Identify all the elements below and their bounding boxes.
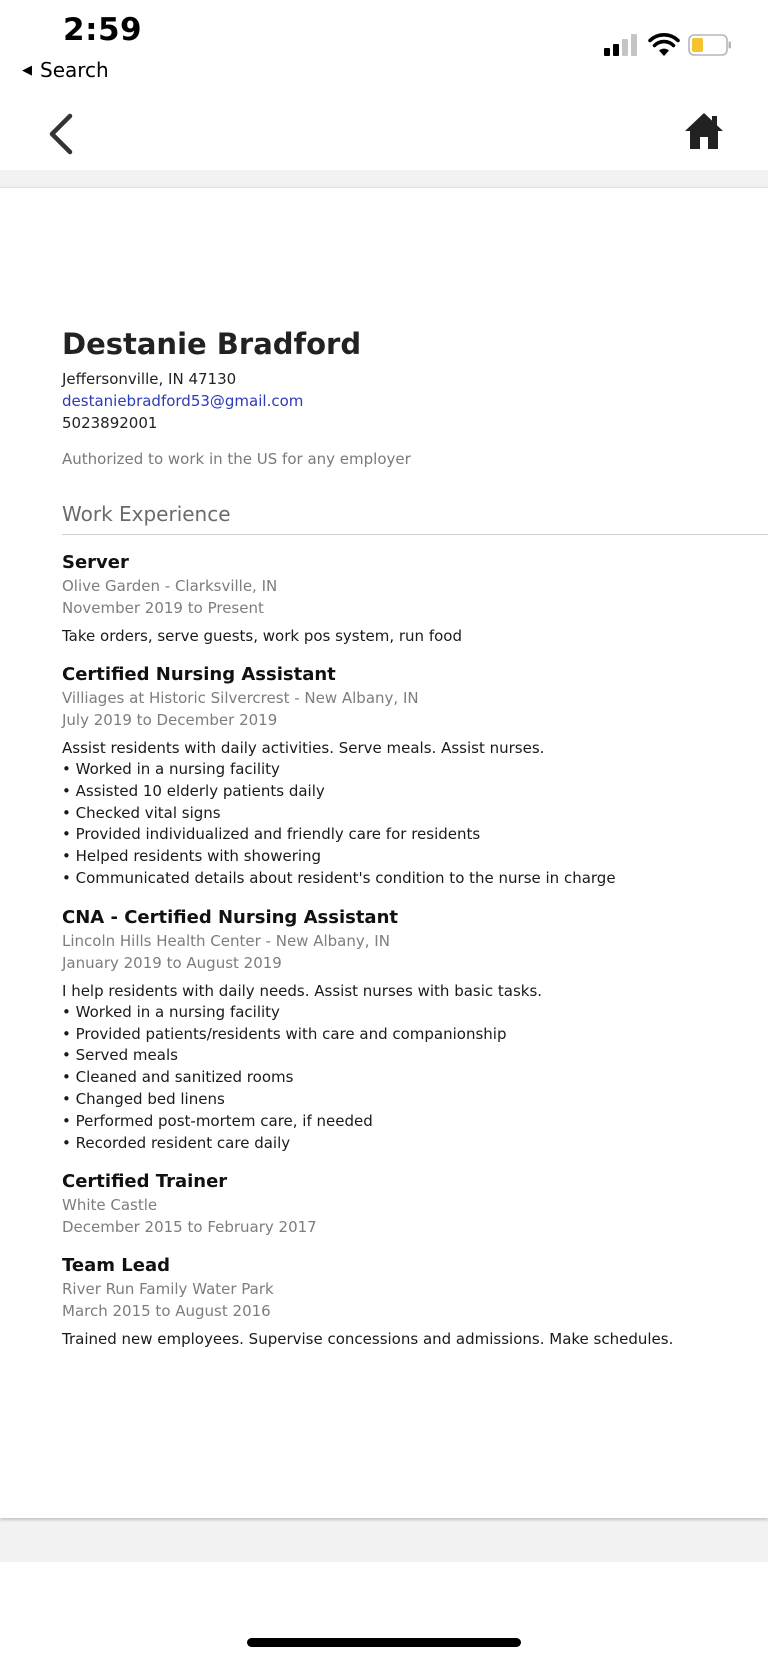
chevron-left-icon [52,116,70,152]
job-dates: November 2019 to Present [62,599,264,617]
job-entry [62,1170,762,1238]
job-description: Take orders, serve guests, work pos system, run food [62,627,462,645]
back-button[interactable] [44,110,80,158]
job-bullet: • Served meals [62,1046,178,1065]
job-company: Villiages at Historic Silvercrest - New Albany, IN [62,689,419,707]
job-bullet: • Assisted 10 elderly patients daily [62,781,325,800]
candidate-location: Jeffersonville, IN 47130 [62,370,237,388]
job-dates: December 2015 to February 2017 [62,1218,317,1237]
job-company: White Castle [62,1196,158,1215]
work-authorization: Authorized to work in the US for any employer [62,450,411,468]
job-bullet: • Checked vital signs [62,803,221,822]
job-title: Certified Trainer [62,1171,228,1193]
back-to-search-link[interactable] [22,58,109,82]
work-experience-heading: Work Experience [62,502,768,535]
battery-icon [688,34,732,56]
job-description: Assist residents with daily activities. Serve meals. Assist nurses. [62,739,545,757]
wifi-icon [648,32,680,58]
job-bullet: • Provided individualized and friendly care for residents [62,825,481,844]
job-bullet: • Helped residents with showering [62,847,322,866]
home-icon [685,113,723,149]
job-title: Server [62,552,129,573]
job-title: Team Lead [62,1255,170,1277]
job-entry [62,1254,762,1350]
job-company: Lincoln Hills Health Center - New Albany, IN [62,931,390,950]
job-bullet: • Worked in a nursing facility [62,1002,280,1021]
job-entry [62,551,762,647]
job-bullet: • Changed bed linens [62,1089,225,1108]
job-description: I help residents with daily needs. Assist nurses with basic tasks. [62,981,543,1000]
back-app-label: Search [40,58,109,82]
home-indicator[interactable] [247,1638,521,1647]
job-entry [62,663,762,890]
job-bullet: • Provided patients/residents with care and companionship [62,1024,507,1043]
status-time: 2:59 [63,12,143,48]
job-bullet: • Communicated details about resident's condition to the nurse in charge [62,868,616,887]
status-bar [0,0,768,90]
job-list [62,551,762,1350]
job-dates: January 2019 to August 2019 [62,953,282,972]
resume-page [0,188,768,1518]
job-bullet: • Recorded resident care daily [62,1133,291,1152]
candidate-name: Destanie Bradford [62,327,362,361]
home-button[interactable] [684,110,724,152]
job-bullet: • Cleaned and sanitized rooms [62,1068,294,1087]
job-company: River Run Family Water Park [62,1280,274,1299]
job-bullet: • Worked in a nursing facility [62,760,280,778]
job-dates: July 2019 to December 2019 [62,711,278,729]
job-description: Trained new employees. Supervise concessions and admissions. Make schedules. [62,1330,674,1349]
job-dates: March 2015 to August 2016 [62,1302,271,1321]
job-entry [62,906,762,1155]
nav-bar [0,100,768,170]
candidate-phone[interactable]: 5023892001 [62,414,158,432]
resume-content [62,324,762,1350]
job-company: Olive Garden - Clarksville, IN [62,577,278,595]
back-triangle-icon: ◀ [22,62,32,78]
job-bullet: • Performed post-mortem care, if needed [62,1111,373,1130]
candidate-email-link[interactable]: destaniebradford53@gmail.com [62,392,304,410]
job-title: CNA - Certified Nursing Assistant [62,906,398,928]
job-title: Certified Nursing Assistant [62,664,336,685]
cellular-signal-icon [604,34,637,56]
